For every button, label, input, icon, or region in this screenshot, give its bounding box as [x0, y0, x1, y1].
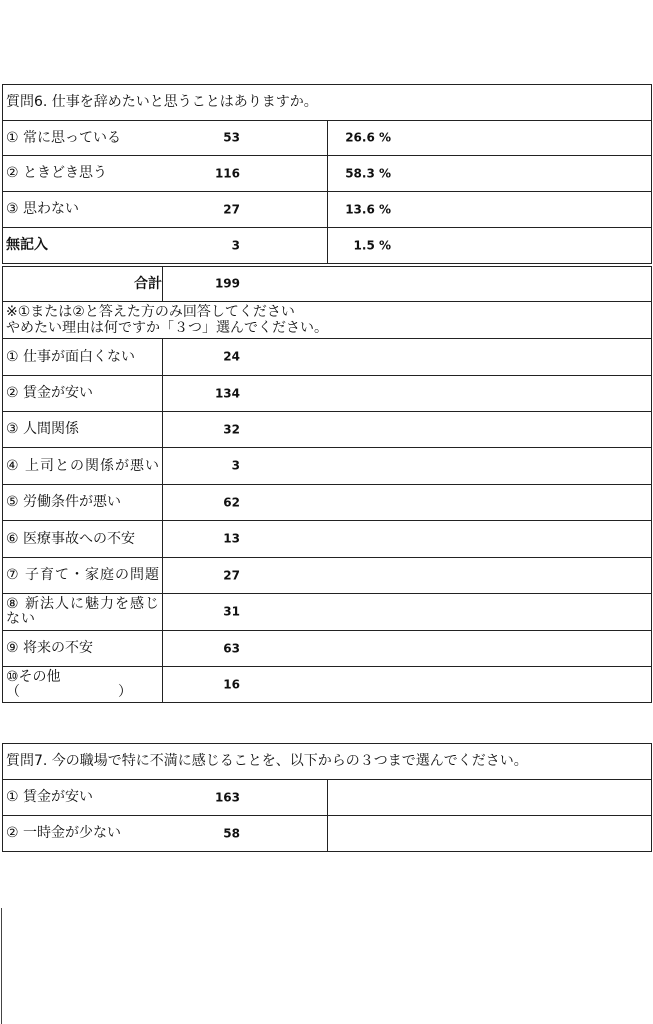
reason-label: ② 賃金が安い — [3, 376, 163, 412]
reason-count: 32 — [223, 422, 240, 436]
q6-option-percent: 1.5 % — [353, 238, 391, 252]
reason-label: ① 仕事が面白くない — [3, 339, 163, 376]
question6-table — [2, 84, 652, 264]
table-row — [3, 485, 652, 521]
q6-option-label: ③ 思わない — [3, 192, 328, 228]
reason-count: 62 — [223, 495, 240, 509]
reason-count: 16 — [223, 677, 240, 691]
q6-option-percent: 26.6 % — [345, 130, 391, 145]
table-row — [3, 228, 652, 264]
q6-option-percent: 13.6 % — [345, 202, 391, 216]
table-row — [3, 412, 652, 448]
q6-option-label: ① 常に思っている — [3, 121, 328, 156]
reason-label: ⑨ 将来の不安 — [3, 631, 163, 667]
question7-table — [2, 743, 652, 852]
table-row — [3, 192, 652, 228]
table-row — [3, 816, 652, 852]
table-row — [3, 558, 652, 594]
q6-option-label: ② ときどき思う — [3, 156, 328, 192]
q7-option-count: 58 — [223, 826, 240, 840]
page-edge-rule — [1, 908, 2, 1024]
reason-label: ⑦ 子育て・家庭の問題 — [6, 567, 161, 583]
reason-label: ⑥ 医療事故への不安 — [3, 521, 163, 558]
reason-count: 134 — [214, 386, 240, 400]
table-row — [3, 521, 652, 558]
reason-count: 31 — [223, 604, 240, 619]
reason-label: ⑤ 労働条件が悪い — [3, 485, 163, 521]
reason-label: ④ 上司との関係が悪い — [6, 457, 161, 474]
reason-instructions — [3, 302, 652, 339]
table-row — [3, 667, 652, 703]
table-row — [3, 376, 652, 412]
q7-option-count: 163 — [214, 790, 240, 804]
reason-label-line2: （ ） — [6, 683, 132, 700]
q6-option-count: 116 — [214, 166, 240, 180]
q6-option-count: 27 — [223, 202, 240, 216]
table-row — [3, 339, 652, 376]
reason-count: 13 — [223, 531, 240, 546]
reason-note-line2: やめたい理由は何ですか「３つ」選んでください。 — [6, 320, 328, 336]
reason-note-line1: ※①または②と答えた方のみ回答してください — [6, 304, 295, 320]
total-label: 合計 — [3, 267, 163, 302]
total-count: 199 — [214, 276, 240, 291]
q6-option-label: 無記入 — [3, 228, 328, 264]
reason-label: ⑧ 新法人に魅力を感じない — [6, 596, 161, 627]
question7-title: 質問7. 今の職場で特に不満に感じることを、以下からの３つまで選んでください。 — [3, 744, 652, 780]
q6-option-count: 53 — [223, 130, 240, 145]
question6-header-row — [3, 85, 652, 121]
table-row — [3, 121, 652, 156]
reason-count: 27 — [223, 568, 240, 582]
table-row — [3, 448, 652, 485]
reason-count: 3 — [231, 458, 240, 473]
reason-label: ③ 人間関係 — [3, 412, 163, 448]
note-row — [3, 302, 652, 339]
table-row — [3, 156, 652, 192]
question6-reason-table — [2, 266, 652, 703]
q6-option-count: 3 — [231, 238, 240, 252]
q7-option-label: ① 賃金が安い — [3, 780, 328, 816]
q6-option-percent: 58.3 % — [345, 166, 391, 180]
table-row — [3, 780, 652, 816]
question6-title: 質問6. 仕事を辞めたいと思うことはありますか。 — [3, 85, 652, 121]
reason-count: 63 — [223, 641, 240, 655]
reason-count: 24 — [223, 349, 240, 364]
q7-option-label: ② 一時金が少ない — [3, 816, 328, 852]
table-row — [3, 594, 652, 631]
table-row — [3, 631, 652, 667]
question7-header-row — [3, 744, 652, 780]
reason-label: ⑩その他 — [6, 668, 61, 685]
total-row — [3, 267, 652, 302]
